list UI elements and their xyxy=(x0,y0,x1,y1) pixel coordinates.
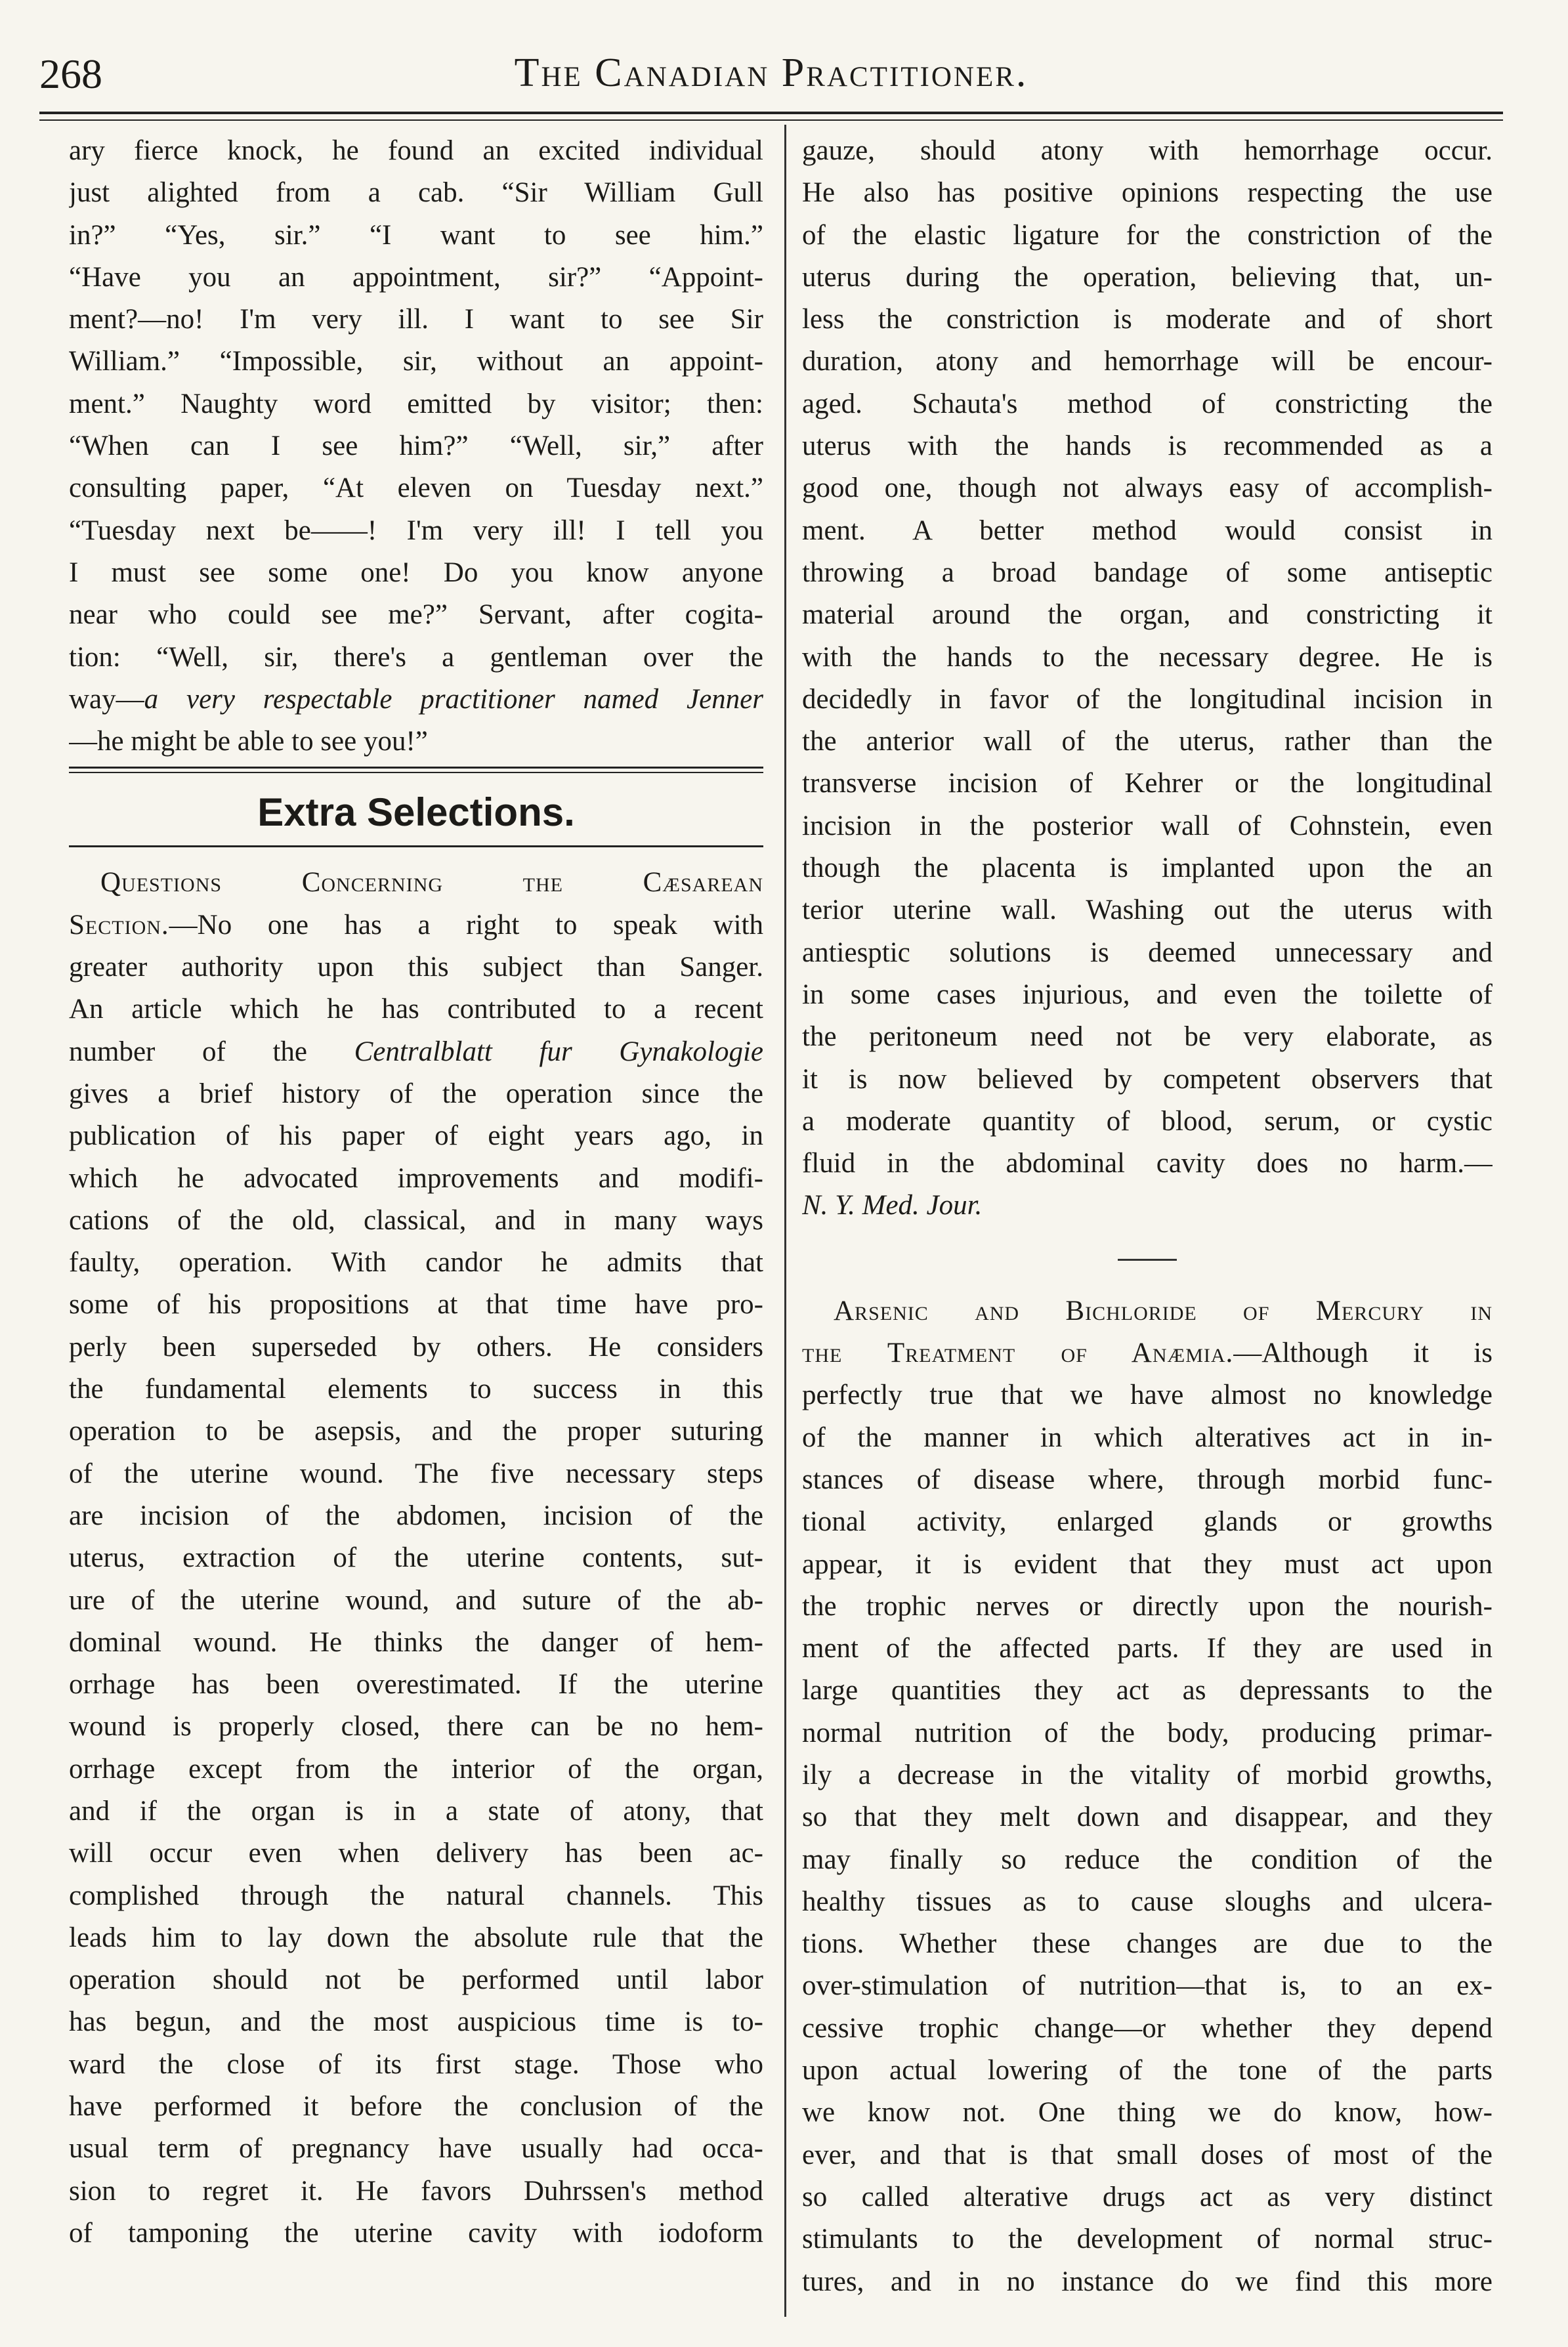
text-line: so called alterative drugs act as very distinct xyxy=(802,2181,1493,2212)
section-heading: Extra Selections. xyxy=(257,790,575,835)
text-line: leads him to lay down the absolute rule that the xyxy=(69,1922,763,1953)
text-line: the fundamental elements to success in this xyxy=(69,1374,763,1405)
text-line: will occur even when delivery has been ac- xyxy=(69,1838,763,1869)
text-line: decidedly in favor of the longitudinal incision in xyxy=(802,683,1493,715)
text-line: “When can I see him?” “Well, sir,” after xyxy=(69,431,763,462)
text-line: sion to regret it. He favors Duhrssen's method xyxy=(69,2175,763,2207)
text-line: way—a very respectable practitioner named Jenner xyxy=(69,683,763,715)
text-line: material around the organ, and constricting it xyxy=(802,599,1493,631)
text-line: wound is properly closed, there can be no hem- xyxy=(69,1711,763,1743)
left-column xyxy=(69,130,763,2254)
text-line: upon actual lowering of the tone of the parts xyxy=(802,2055,1493,2086)
text-line: —he might be able to see you!” xyxy=(69,726,428,757)
text-line: may finally so reduce the condition of the xyxy=(802,1844,1493,1875)
text-line: the anterior wall of the uterus, rather than the xyxy=(802,726,1493,757)
text-line: fluid in the abdominal cavity does no harm.— xyxy=(802,1148,1493,1179)
text-line: cations of the old, classical, and in many ways xyxy=(69,1204,763,1236)
text-line: has begun, and the most auspicious time is to- xyxy=(69,2006,763,2038)
text-line: gauze, should atony with hemorrhage occur. xyxy=(802,135,1493,166)
anecdote-paragraph xyxy=(69,130,763,679)
text-line: I must see some one! Do you know anyone xyxy=(69,557,763,588)
text-line: the Treatment of Anæmia.—Although it is xyxy=(802,1338,1493,1369)
text-line: the trophic nerves or directly upon the nourish- xyxy=(802,1590,1493,1622)
running-title: The Canadian Practitioner. xyxy=(514,51,1028,95)
text-line: number of the Centralblatt fur Gynakologie xyxy=(69,1036,763,1067)
text-line: greater authority upon this subject than Sanger. xyxy=(69,952,763,983)
article-title: Arsenic and Bichloride of Mercury in xyxy=(834,1295,1493,1326)
journal-name: Centralblatt fur Gynakologie xyxy=(354,1036,763,1067)
text-line: healthy tissues as to cause sloughs and ulcera- xyxy=(802,1886,1493,1917)
text-line: ever, and that is that small doses of most of the xyxy=(802,2139,1493,2170)
text-line: transverse incision of Kehrer or the longitudinal xyxy=(802,768,1493,799)
text-line: “Have you an appointment, sir?” “Appoint- xyxy=(69,261,763,293)
article-cesarean-section xyxy=(69,862,763,2254)
text-line: dominal wound. He thinks the danger of hem- xyxy=(69,1626,763,1658)
article-source-line xyxy=(802,1185,1493,1227)
text-line: usual term of pregnancy have usually had occa- xyxy=(69,2133,763,2165)
text-line: normal nutrition of the body, producing primar- xyxy=(802,1717,1493,1748)
article-cesarean-continued xyxy=(802,130,1493,1185)
text-line: tion: “Well, sir, there's a gentleman over the xyxy=(69,641,763,673)
text-line: near who could see me?” Servant, after cogita- xyxy=(69,599,763,631)
text-line: operation should not be performed until labor xyxy=(69,1964,763,1996)
text-line: He also has positive opinions respecting the use xyxy=(802,177,1493,209)
text-line: gives a brief history of the operation since the xyxy=(69,1078,763,1109)
article-title-line xyxy=(69,862,763,904)
article-title: Questions Concerning the Cæsarean xyxy=(100,867,763,899)
text-line: cessive trophic change—or whether they depend xyxy=(802,2012,1493,2044)
text-line: less the constriction is moderate and of short xyxy=(802,304,1493,335)
text-line: of tamponing the uterine cavity with iodoform xyxy=(69,2217,763,2249)
heading-rule xyxy=(69,845,763,847)
text-line: in?” “Yes, sir.” “I want to see him.” xyxy=(69,219,763,251)
text-line: ment.” Naughty word emitted by visitor; then: xyxy=(69,388,763,419)
text-line: ment. A better method would consist in xyxy=(802,515,1493,546)
text-line: of the elastic ligature for the constriction of the xyxy=(802,219,1493,251)
text-line: have performed it before the conclusion of the xyxy=(69,2091,763,2123)
text-line: of the uterine wound. The five necessary steps xyxy=(69,1458,763,1489)
text-line: large quantities they act as depressants to the xyxy=(802,1675,1493,1706)
text-line: antiesptic solutions is deemed unnecessary and xyxy=(802,937,1493,968)
text-line: uterus with the hands is recommended as a xyxy=(802,431,1493,462)
header-rule xyxy=(39,119,1503,121)
text-line: An article which he has contributed to a recent xyxy=(69,994,763,1025)
text-line: Section.—No one has a right to speak with xyxy=(69,909,763,941)
text-line: good one, though not always easy of accomplish- xyxy=(802,473,1493,504)
article-separator xyxy=(802,1227,1493,1290)
text-line: terior uterine wall. Washing out the uterus with xyxy=(802,895,1493,926)
article-title-line xyxy=(802,1290,1493,1332)
text-line: the peritoneum need not be very elaborate, as xyxy=(802,1021,1493,1053)
text-line: are incision of the abdomen, incision of the xyxy=(69,1500,763,1531)
article-title-end: the Treatment of Anæmia. xyxy=(802,1338,1234,1369)
column-divider xyxy=(784,125,786,2317)
article-title-end: Section. xyxy=(69,909,169,941)
header-rule xyxy=(39,112,1503,114)
text-line: though the placenta is implanted upon the an xyxy=(802,853,1493,884)
text-line: a moderate quantity of blood, serum, or cystic xyxy=(802,1105,1493,1137)
text-line: aged. Schauta's method of constricting the xyxy=(802,388,1493,419)
right-column xyxy=(802,130,1493,2303)
text-line: incision in the posterior wall of Cohnstein, even xyxy=(802,810,1493,841)
text-line: ily a decrease in the vitality of morbid growths, xyxy=(802,1759,1493,1790)
text-line: throwing a broad bandage of some antiseptic xyxy=(802,557,1493,588)
text-line: of the manner in which alteratives act in in- xyxy=(802,1422,1493,1453)
text-line: ment?—no! I'm very ill. I want to see Sir xyxy=(69,304,763,335)
article-arsenic-anaemia xyxy=(802,1290,1493,2303)
italic-phrase: a very respectable practitioner named Jenner xyxy=(144,683,763,715)
text-line: operation to be asepsis, and the proper suturing xyxy=(69,1416,763,1447)
text-line: uterus during the operation, believing that, un- xyxy=(802,261,1493,293)
text-line: ary fierce knock, he found an excited individual xyxy=(69,135,763,166)
text-line: faulty, operation. With candor he admits that xyxy=(69,1247,763,1279)
text-line: stimulants to the development of normal struc- xyxy=(802,2224,1493,2255)
text-line: so that they melt down and disappear, and they xyxy=(802,1802,1493,1833)
text-line: publication of his paper of eight years ago, in xyxy=(69,1120,763,1152)
text-line: which he advocated improvements and modifi- xyxy=(69,1162,763,1194)
text-line: William.” “Impossible, sir, without an appoint- xyxy=(69,346,763,377)
text-line: some of his propositions at that time have pro- xyxy=(69,1289,763,1321)
text-line: consulting paper, “At eleven on Tuesday next.” xyxy=(69,473,763,504)
text-line: with the hands to the necessary degree. He is xyxy=(802,641,1493,673)
text-line: orrhage has been overestimated. If the uterine xyxy=(69,1669,763,1701)
text-line: ward the close of its first stage. Those who xyxy=(69,2048,763,2080)
text-line: perly been superseded by others. He considers xyxy=(69,1331,763,1363)
text-line: perfectly true that we have almost no knowledge xyxy=(802,1380,1493,1411)
text-line: tures, and in no instance do we find this more xyxy=(802,2266,1493,2297)
text-line: duration, atony and hemorrhage will be encour- xyxy=(802,346,1493,377)
text-line: in some cases injurious, and even the toilette of xyxy=(802,979,1493,1010)
text-line: orrhage except from the interior of the organ, xyxy=(69,1753,763,1785)
text-line: ure of the uterine wound, and suture of the ab- xyxy=(69,1584,763,1616)
text-line: complished through the natural channels. This xyxy=(69,1880,763,1911)
text-line: over-stimulation of nutrition—that is, to an ex- xyxy=(802,1970,1493,2002)
page-header xyxy=(39,41,1503,113)
text-line: ment of the affected parts. If they are used in xyxy=(802,1633,1493,1664)
text-line: uterus, extraction of the uterine contents, sut- xyxy=(69,1542,763,1574)
text-line: tions. Whether these changes are due to the xyxy=(802,1928,1493,1960)
text-line: just alighted from a cab. “Sir William Gull xyxy=(69,177,763,209)
text-line: appear, it is evident that they must act upon xyxy=(802,1548,1493,1580)
article-source: N. Y. Med. Jour. xyxy=(802,1190,983,1221)
text-line: stances of disease where, through morbid func- xyxy=(802,1464,1493,1495)
text-line: and if the organ is in a state of atony, that xyxy=(69,1795,763,1827)
text-line: tional activity, enlarged glands or growths xyxy=(802,1506,1493,1538)
text-line: we know not. One thing we do know, how- xyxy=(802,2097,1493,2128)
text-line: it is now believed by competent observers that xyxy=(802,1063,1493,1095)
text-line: “Tuesday next be——! I'm very ill! I tell you xyxy=(69,515,763,546)
section-end-rule xyxy=(69,763,763,780)
page-number: 268 xyxy=(39,51,102,97)
